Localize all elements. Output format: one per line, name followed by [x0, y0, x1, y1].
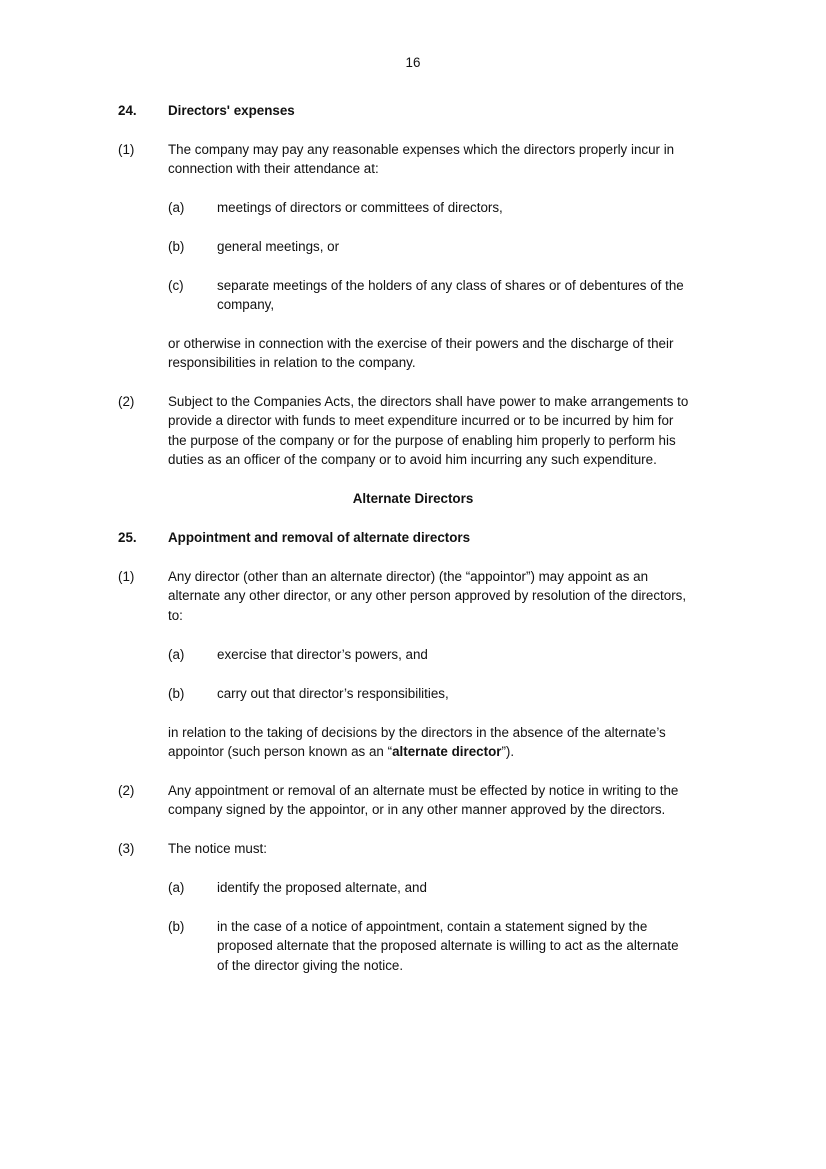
paragraph-line: alternate any other director, or any other person approved by resolution of the directors,	[168, 588, 687, 603]
closing-text-post: ”).	[501, 744, 515, 759]
paragraph-line: the purpose of the company or for the purpose of enabling him properly to perform his	[168, 433, 676, 448]
paragraph-label: (1)	[118, 142, 135, 157]
paragraph-line: in relation to the taking of decisions by the directors in the absence of the alternate’s	[168, 725, 666, 740]
item-line: of the director giving the notice.	[217, 958, 404, 973]
paragraph-line: duties as an officer of the company or to avoid him incurring any such expenditure.	[168, 452, 657, 467]
paragraph-line: Any appointment or removal of an alternate must be effected by notice in writing to the	[168, 783, 679, 798]
item-line: proposed alternate that the proposed alternate is willing to act as the alternate	[217, 938, 679, 953]
item-label: (b)	[168, 686, 185, 701]
paragraph-line: to:	[168, 608, 183, 623]
paragraph-line: The notice must:	[168, 841, 267, 856]
paragraph-line: Any director (other than an alternate director) (the “appointor”) may appoint as an	[168, 569, 649, 584]
clause-number: 24.	[118, 103, 137, 118]
paragraph-line: provide a director with funds to meet expenditure incurred or to be incurred by him for	[168, 413, 674, 428]
item-label: (a)	[168, 647, 185, 662]
paragraph-line: Subject to the Companies Acts, the directors shall have power to make arrangements to	[168, 394, 689, 409]
paragraph-line	[168, 742, 514, 762]
clause-heading: Directors' expenses	[168, 103, 295, 118]
item-label: (c)	[168, 278, 184, 293]
item-line: carry out that director’s responsibilities,	[217, 686, 449, 701]
item-line: separate meetings of the holders of any class of shares or of debentures of the	[217, 278, 684, 293]
paragraph-line: The company may pay any reasonable expenses which the directors properly incur in	[168, 142, 675, 157]
paragraph-line: responsibilities in relation to the company.	[168, 355, 416, 370]
defined-term: alternate director	[392, 744, 502, 759]
closing-text-pre: appointor (such person known as an “	[168, 744, 393, 759]
item-line: company,	[217, 297, 275, 312]
item-label: (b)	[168, 919, 185, 934]
page-number: 16	[405, 55, 421, 70]
item-label: (a)	[168, 200, 185, 215]
item-label: (b)	[168, 239, 185, 254]
paragraph-line: company signed by the appointor, or in any other manner approved by the directors.	[168, 802, 666, 817]
item-label: (a)	[168, 880, 185, 895]
section-heading: Alternate Directors	[352, 491, 474, 506]
paragraph-label: (2)	[118, 783, 135, 798]
item-line: identify the proposed alternate, and	[217, 880, 427, 895]
paragraph-line: or otherwise in connection with the exercise of their powers and the discharge of their	[168, 336, 674, 351]
item-line: exercise that director’s powers, and	[217, 647, 428, 662]
clause-number: 25.	[118, 530, 137, 545]
item-line: in the case of a notice of appointment, contain a statement signed by the	[217, 919, 648, 934]
paragraph-label: (1)	[118, 569, 135, 584]
paragraph-label: (2)	[118, 394, 135, 409]
paragraph-line: connection with their attendance at:	[168, 161, 379, 176]
clause-heading: Appointment and removal of alternate directors	[168, 530, 471, 545]
paragraph-label: (3)	[118, 841, 135, 856]
item-line: meetings of directors or committees of directors,	[217, 200, 503, 215]
item-line: general meetings, or	[217, 239, 340, 254]
